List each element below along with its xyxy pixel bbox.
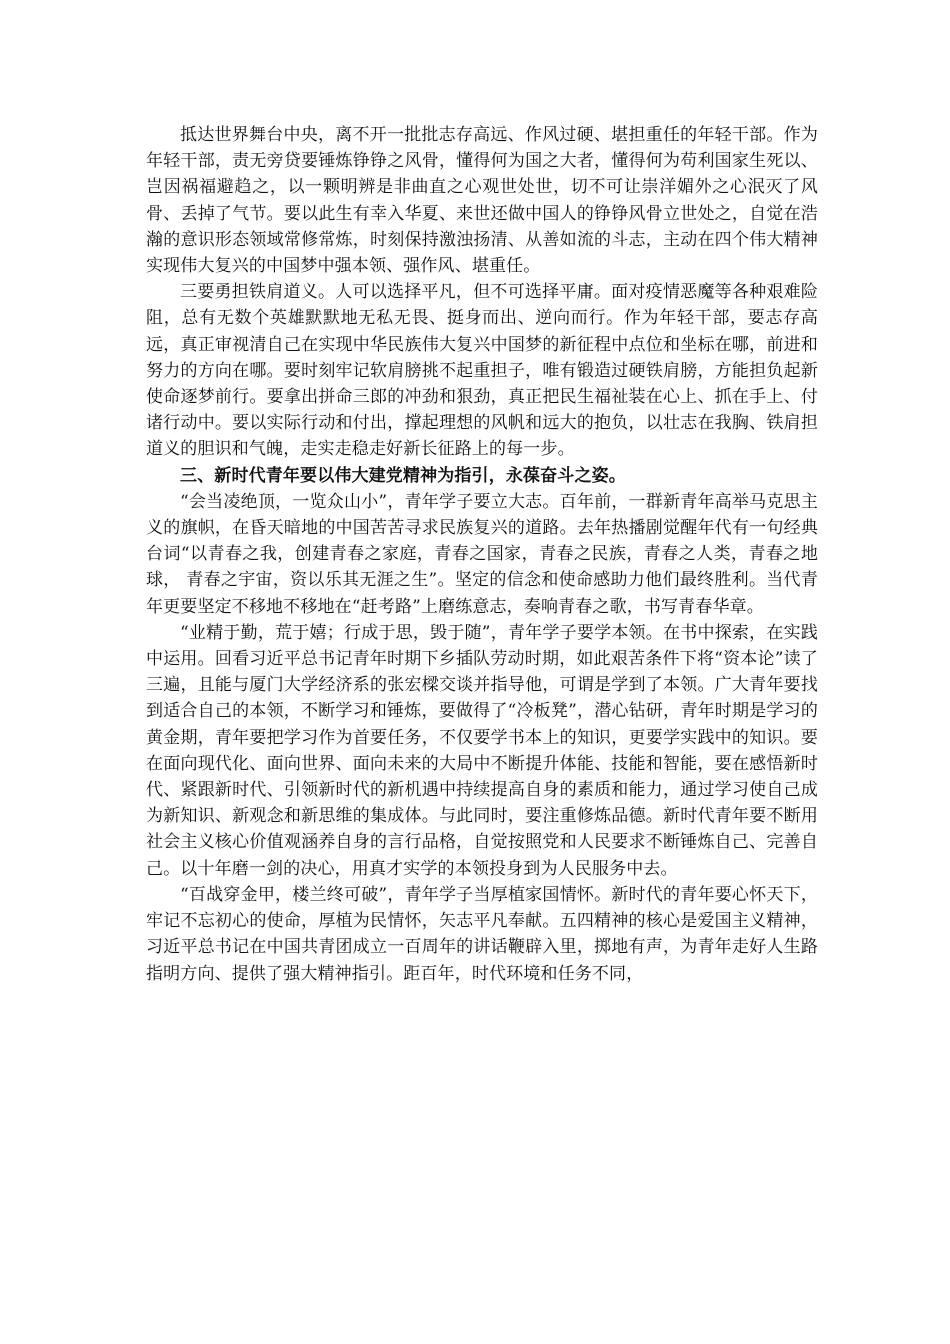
paragraph-patriotism: “百战穿金甲，楼兰终可破”，青年学子当厚植家国情怀。新时代的青年要心怀天下，牢记不忘初心的使命，厚植为民情怀，矢志平凡奉献。五四精神的核心是爱国主义精神，习近平总书记在中国共青团成立一百周年的讲话鞭辟入里，掷地有声，为青年走好人生路指明方向、提供了强大精神指引。距百年，时代环境和任务不同， xyxy=(146,884,818,984)
paragraph-set-ambition: “会当凌绝顶，一览众山小”，青年学子要立大志。百年前，一群新青年高举马克思主义的旗帜，在昏天暗地的中国苦苦寻求民族复兴的道路。去年热播剧觉醒年代有一句经典台词“以青春之我，创建青春之家庭，青春之国家，青春之民族，青春之人类，青春之地球， 青春之宇宙，资以乐其无涯之生”。坚定的信念和使命感助力他们最终胜利。当代青年更要坚定不移地不移地在“赶考路”上磨练意志，奏响青春之歌，书写青春华章。 xyxy=(146,491,818,617)
paragraph-shoulder-responsibility: 三要勇担铁肩道义。人可以选择平凡，但不可选择平庸。面对疫情恶魔等各种艰难险阻，总有无数个英雄默默地无私无畏、挺身而出、逆向而行。作为年轻干部，要志存高远，真正审视清自己在实现中华民族伟大复兴中国梦的新征程中点位和坐标在哪，前进和努力的方向在哪。要时刻牢记软肩膀挑不起重担子，唯有锻造过硬铁肩膀，方能担负起新使命逐梦前行。要拿出拼命三郎的冲劲和狠劲，真正把民生福祉装在心上、抓在手上、付诸行动中。要以实际行动和付出，撑起理想的风帆和远大的抱负，以壮志在我胸、铁肩担道义的胆识和气魄，走实走稳走好新长征路上的每一步。 xyxy=(146,282,818,460)
paragraph-young-cadres: 抵达世界舞台中央，离不开一批批志存高远、作风过硬、堪担重任的年轻干部。作为年轻干部，责无旁贷要锤炼铮铮之风骨，懂得何为国之大者，懂得何为苟利国家生死以、岂因祸福避趋之，以一颗明辨是非曲直之心观世处世，切不可让崇洋媚外之心泯灭了风骨、丢掉了气节。要以此生有幸入华夏、来世还做中国人的铮铮风骨立世处之，自觉在浩瀚的意识形态领域常修常炼，时刻保持激浊扬清、从善如流的斗志，主动在四个伟大精神实现伟大复兴的中国梦中强本领、强作风、堪重任。 xyxy=(146,125,818,277)
paragraph-learn-skills: “业精于勤，荒于嬉；行成于思，毁于随”，青年学子要学本领。在书中探索，在实践中运用。回看习近平总书记青年时期下乡插队劳动时期，如此艰苦条件下将“资本论”读了三遍，且能与厦门大学经济系的张宏樑交谈并指导他，可谓是学到了本领。广大青年要找到适合自己的本领，不断学习和锤炼，要做得了“冷板凳”，潜心钻研，青年时期是学习的黄金期，青年要把学习作为首要任务，不仅要学书本上的知识，更要学实践中的知识。要在面向现代化、面向世界、面向未来的大局中不断提升体能、技能和智能，要在感悟新时代、紧跟新时代、引领新时代的新机遇中持续提高自身的素质和能力，通过学习使自己成为新知识、新观念和新思维的集成体。与此同时，要注重修炼品德。新时代青年要不断用社会主义核心价值观涵养自身的言行品格，自觉按照党和人民要求不断锤炼自己、完善自己。以十年磨一剑的决心，用真才实学的本领投身到为人民服务中去。 xyxy=(146,622,818,879)
section-heading-three: 三、新时代青年要以伟大建党精神为指引，永葆奋斗之姿。 xyxy=(180,465,626,486)
document-page xyxy=(146,122,818,987)
